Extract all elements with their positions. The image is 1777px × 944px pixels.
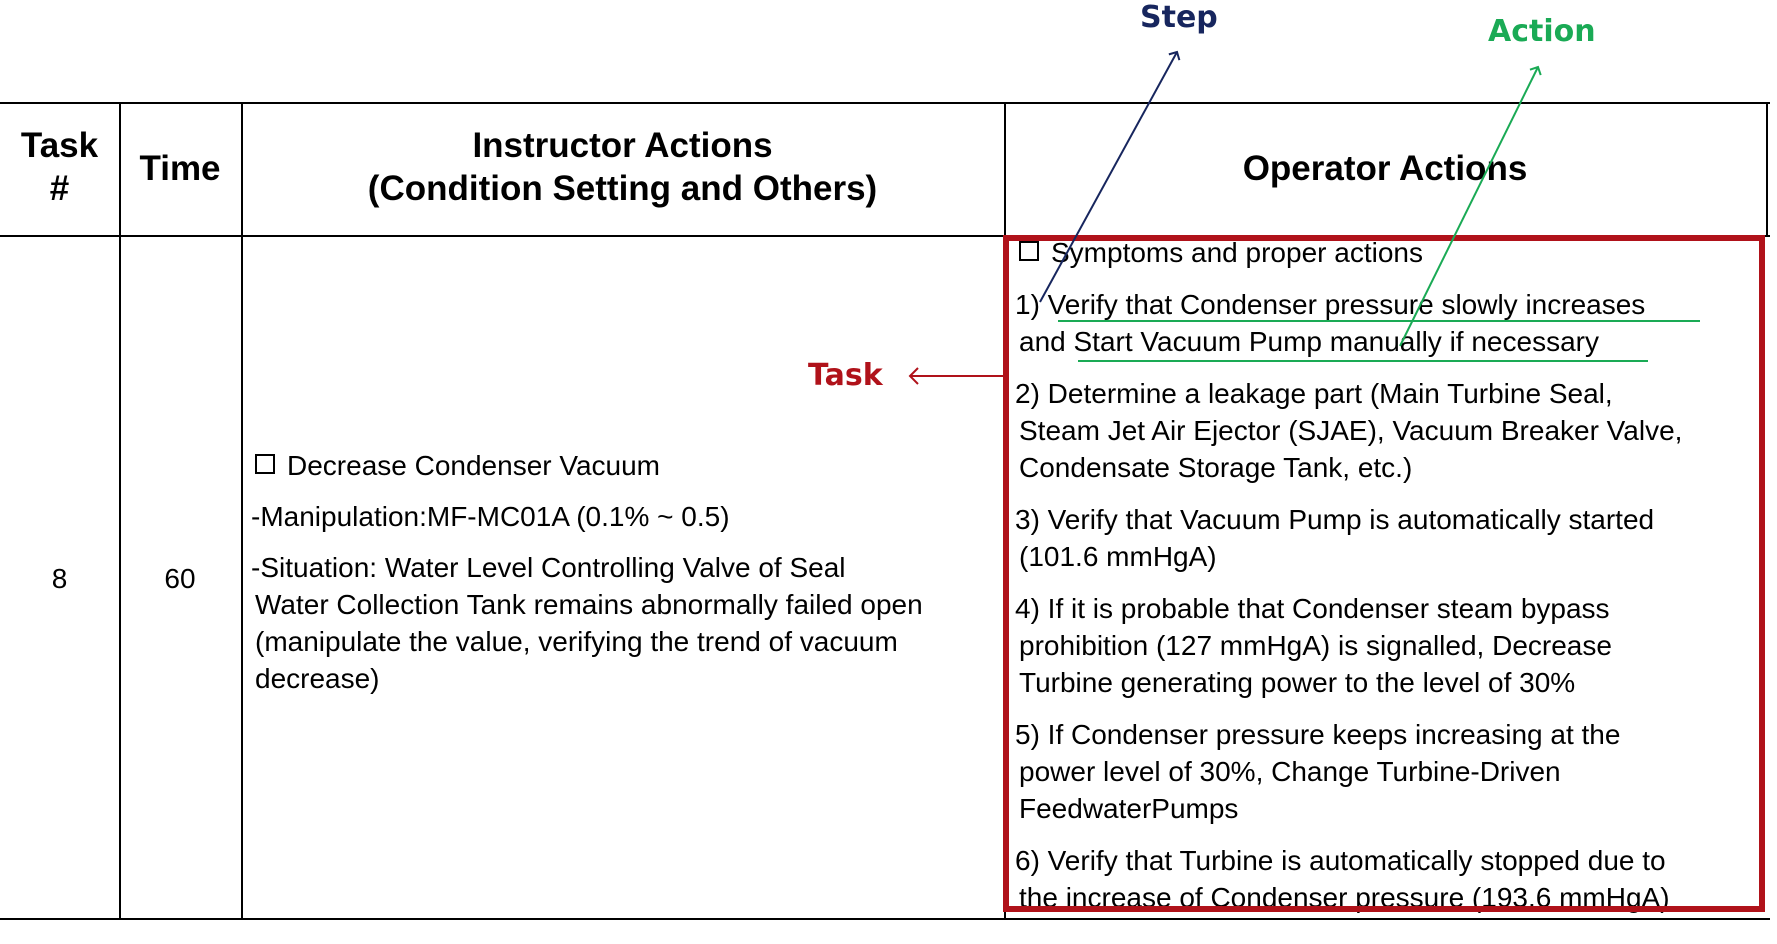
action-arrow — [1400, 67, 1538, 346]
task-callout-label: Task — [808, 358, 883, 393]
instructor-manipulation: -Manipulation:MF-MC01A (0.1% ~ 0.5) — [251, 501, 730, 532]
instructor-situation-line1: -Situation: Water Level Controlling Valve of Seal — [251, 552, 846, 583]
action-callout-label: Action — [1488, 14, 1596, 49]
header-instructor-line1: Instructor Actions — [472, 126, 773, 165]
task-number-cell: 8 — [51, 563, 68, 594]
step5-line-a: 5) If Condenser pressure keeps increasing at the — [1015, 719, 1621, 750]
step4-line-a: 4) If it is probable that Condenser steam bypass — [1015, 593, 1610, 624]
step6-line-a: 6) Verify that Turbine is automatically stopped due to — [1015, 845, 1666, 876]
instructor-situation-line3: (manipulate the value, verifying the trend of vacuum — [255, 626, 898, 657]
instructor-situation-line2: Water Collection Tank remains abnormally failed open — [255, 589, 923, 620]
header-instructor-line2: (Condition Setting and Others) — [367, 169, 878, 208]
step1-line-b: and Start Vacuum Pump manually if necessary — [1019, 326, 1599, 357]
instructor-title-text: Decrease Condenser Vacuum — [287, 450, 661, 481]
step5-line-b: power level of 30%, Change Turbine-Driven — [1019, 756, 1561, 787]
step2-line-c: Condensate Storage Tank, etc.) — [1019, 452, 1413, 483]
step4-line-b: prohibition (127 mmHgA) is signalled, Decrease — [1019, 630, 1612, 661]
step-callout-label: Step — [1140, 0, 1218, 35]
step4-line-c: Turbine generating power to the level of 30% — [1019, 667, 1576, 698]
operator-title-text: Symptoms and proper actions — [1051, 237, 1423, 268]
step-arrow — [1040, 52, 1177, 302]
step5-line-c: FeedwaterPumps — [1019, 793, 1239, 824]
step2-line-a: 2) Determine a leakage part (Main Turbine Seal, — [1015, 378, 1613, 409]
header-time: Time — [139, 149, 221, 188]
instructor-situation-line4: decrease) — [255, 663, 380, 694]
time-cell: 60 — [164, 563, 196, 594]
header-operator: Operator Actions — [1242, 149, 1528, 188]
header-task-line1: Task — [20, 126, 99, 165]
step1-line-a: 1) Verify that Condenser pressure slowly increases — [1015, 289, 1646, 320]
header-task-line2: # — [49, 169, 70, 208]
step3-line-b: (101.6 mmHgA) — [1019, 541, 1217, 572]
step2-line-b: Steam Jet Air Ejector (SJAE), Vacuum Breaker Valve, — [1019, 415, 1683, 446]
step3-line-a: 3) Verify that Vacuum Pump is automatically started — [1015, 504, 1655, 535]
step6-line-b: the increase of Condenser pressure (193.6 mmHgA) — [1019, 882, 1670, 913]
